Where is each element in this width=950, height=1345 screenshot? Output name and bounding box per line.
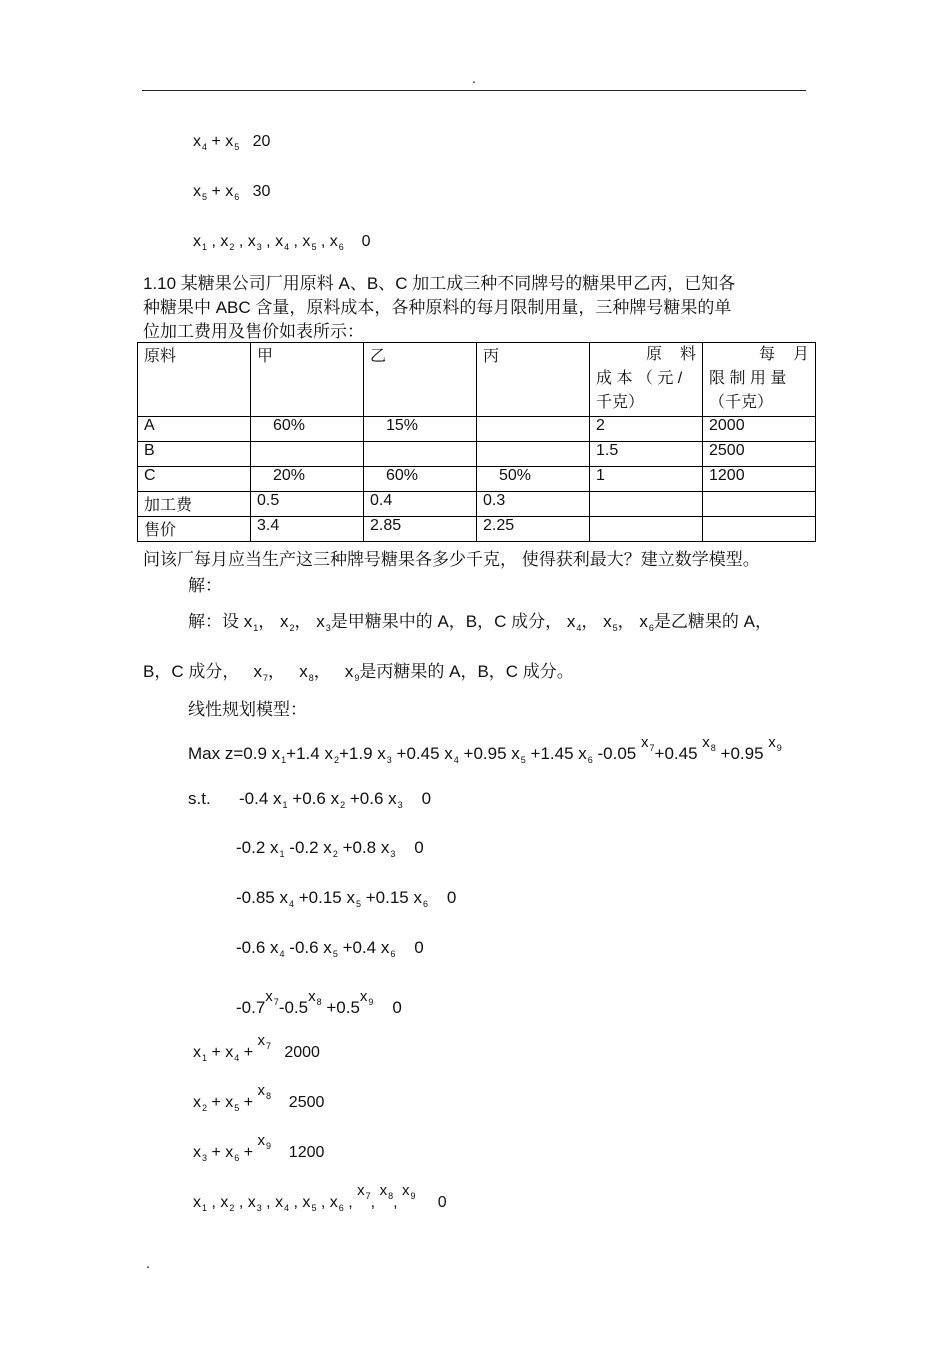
- constraint-4: -0.6 $x_4$ -0.6 $x_5 +0.4$ $x_6$ 0: [236, 938, 424, 959]
- table-row: C 20% 60% 50% 1 1200: [138, 467, 816, 492]
- objective-function: Max z=0.9 $x_1+1.4$ $x_2+1.9$ $x_3 +0.45$ $x_4 +0.95$ $x_5 +1.45$ $x_6$ -0.05 $x_7+0.45$ $x_8 +0.95$ $x_9$: [188, 734, 782, 765]
- footer-mark: .: [146, 1255, 150, 1271]
- nonneg-constraint-1-6: $x_1$ , $x_2$ , $x_3$ , $x_4$ , $x_5$ , $x_6$ 0: [193, 233, 371, 252]
- problem-line-3: 位加工费用及售价如表所示：: [143, 322, 364, 341]
- table-header-row: [138, 343, 816, 417]
- definition-line-1: 解：设 $x_1$， $x_2$， $x_3$是甲糖果中的 A，B，C 成分， $x_4$， $x_5$， $x_6$是乙糖果的 A，: [188, 612, 772, 633]
- nonneg-constraint-1-9: $x_1$ , $x_2$ , $x_3$ , $x_4$ , $x_5$ , $x_6$ , $x_7$, $x_8$, $x_9$ 0: [193, 1182, 447, 1213]
- header-mark: .: [472, 70, 476, 86]
- definition-line-2: B，C 成分， $x_7$， $x_8$， $x_9$是丙糖果的 A，B，C 成分。: [143, 662, 574, 683]
- header-jia: 甲: [251, 343, 364, 417]
- limit-constraint-b: $x_2 + x_5 + x_8$ 2500: [193, 1082, 325, 1113]
- constraint-1: s.t. -0.4 $x_1 +0.6$ $x_2 +0.6$ $x_3$ 0: [188, 789, 432, 810]
- constraint-x5-x6: $x_5 + x_6$ 30: [193, 183, 271, 202]
- constraint-3: -0.85 $x_4 +0.15$ $x_5 +0.15$ $x_6$ 0: [236, 888, 457, 909]
- header-yi: 乙: [364, 343, 477, 417]
- table-row: 加工费 0.5 0.4 0.3: [138, 492, 816, 517]
- table-row: 售价 3.4 2.85 2.25: [138, 517, 816, 542]
- model-title: 线性规划模型：: [188, 700, 307, 719]
- question-text: 问该厂每月应当生产这三种牌号糖果各多少千克， 使得获利最大？建立数学模型。: [143, 550, 760, 569]
- limit-constraint-a: $x_1 + x_4 + x_7$ 2000: [193, 1032, 320, 1063]
- table-row: A 60% 15% 2 2000: [138, 417, 816, 442]
- constraint-2: -0.2 $x_1$ -0.2 $x_2 +0.8$ $x_3$ 0: [236, 838, 424, 859]
- data-table: [137, 342, 816, 542]
- header-limit: 每 月 限 制 用 量 （千克）: [703, 343, 816, 417]
- limit-constraint-c: $x_3 + x_6 + x_9$ 1200: [193, 1132, 325, 1163]
- constraint-5: $-0.7x_7-0.5x_8 +0.5x_9$ 0: [236, 988, 402, 1017]
- solution-label: 解：: [188, 576, 222, 595]
- constraint-x4-x5: $x_4 + x_5$ 20: [193, 133, 271, 152]
- problem-line-1: 1.10 某糖果公司厂用原料 A、B、C 加工成三种不同牌号的糖果甲乙丙，已知各: [143, 274, 736, 293]
- header-cost: 原 料 成 本 （ 元 / 千克）: [590, 343, 703, 417]
- header-material: 原料: [138, 343, 251, 417]
- header-rule: [142, 90, 806, 91]
- header-bing: 丙: [477, 343, 590, 417]
- table-row: B 1.5 2500: [138, 442, 816, 467]
- problem-line-2: 种糖果中 ABC 含量，原料成本，各种原料的每月限制用量，三种牌号糖果的单: [143, 298, 732, 317]
